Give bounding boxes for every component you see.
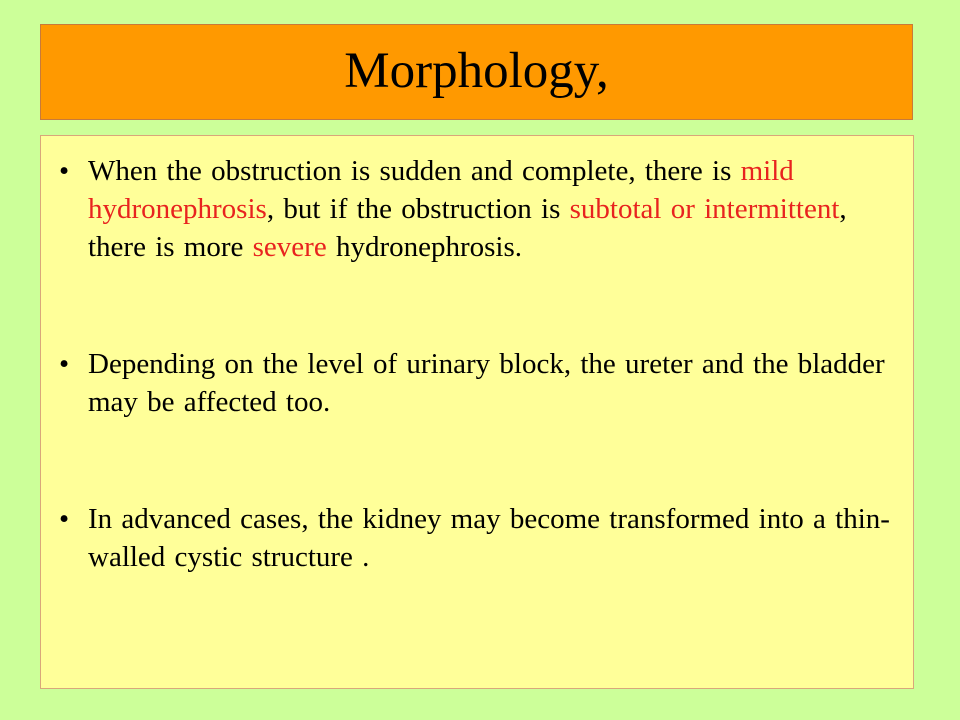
title-bar xyxy=(40,24,913,120)
bullet-dot-icon: • xyxy=(59,155,70,187)
text-segment: hydronephrosis. xyxy=(326,231,523,263)
highlighted-term: subtotal or intermittent xyxy=(569,193,840,225)
text-segment: , but if the obstruction is xyxy=(266,193,570,225)
highlighted-term: mild hydronephrosis xyxy=(88,155,794,225)
highlighted-term: severe xyxy=(252,231,327,263)
text-segment: Depending on the level of urinary block, the ureter and the bladder may be affected too. xyxy=(88,348,885,418)
bullet-dot-icon: • xyxy=(59,503,70,535)
bullet-dot-icon: • xyxy=(59,348,70,380)
slide-title: Morphology, xyxy=(344,42,609,99)
content-box xyxy=(40,135,914,689)
bullet-text xyxy=(88,345,908,421)
bullet-text xyxy=(88,500,908,576)
bullet-text xyxy=(88,152,908,266)
text-segment: , there is more xyxy=(88,193,847,263)
text-segment: In advanced cases, the kidney may become transformed into a thin-walled cystic structure . xyxy=(88,503,890,573)
text-segment: When the obstruction is sudden and complete, there is xyxy=(88,155,741,187)
